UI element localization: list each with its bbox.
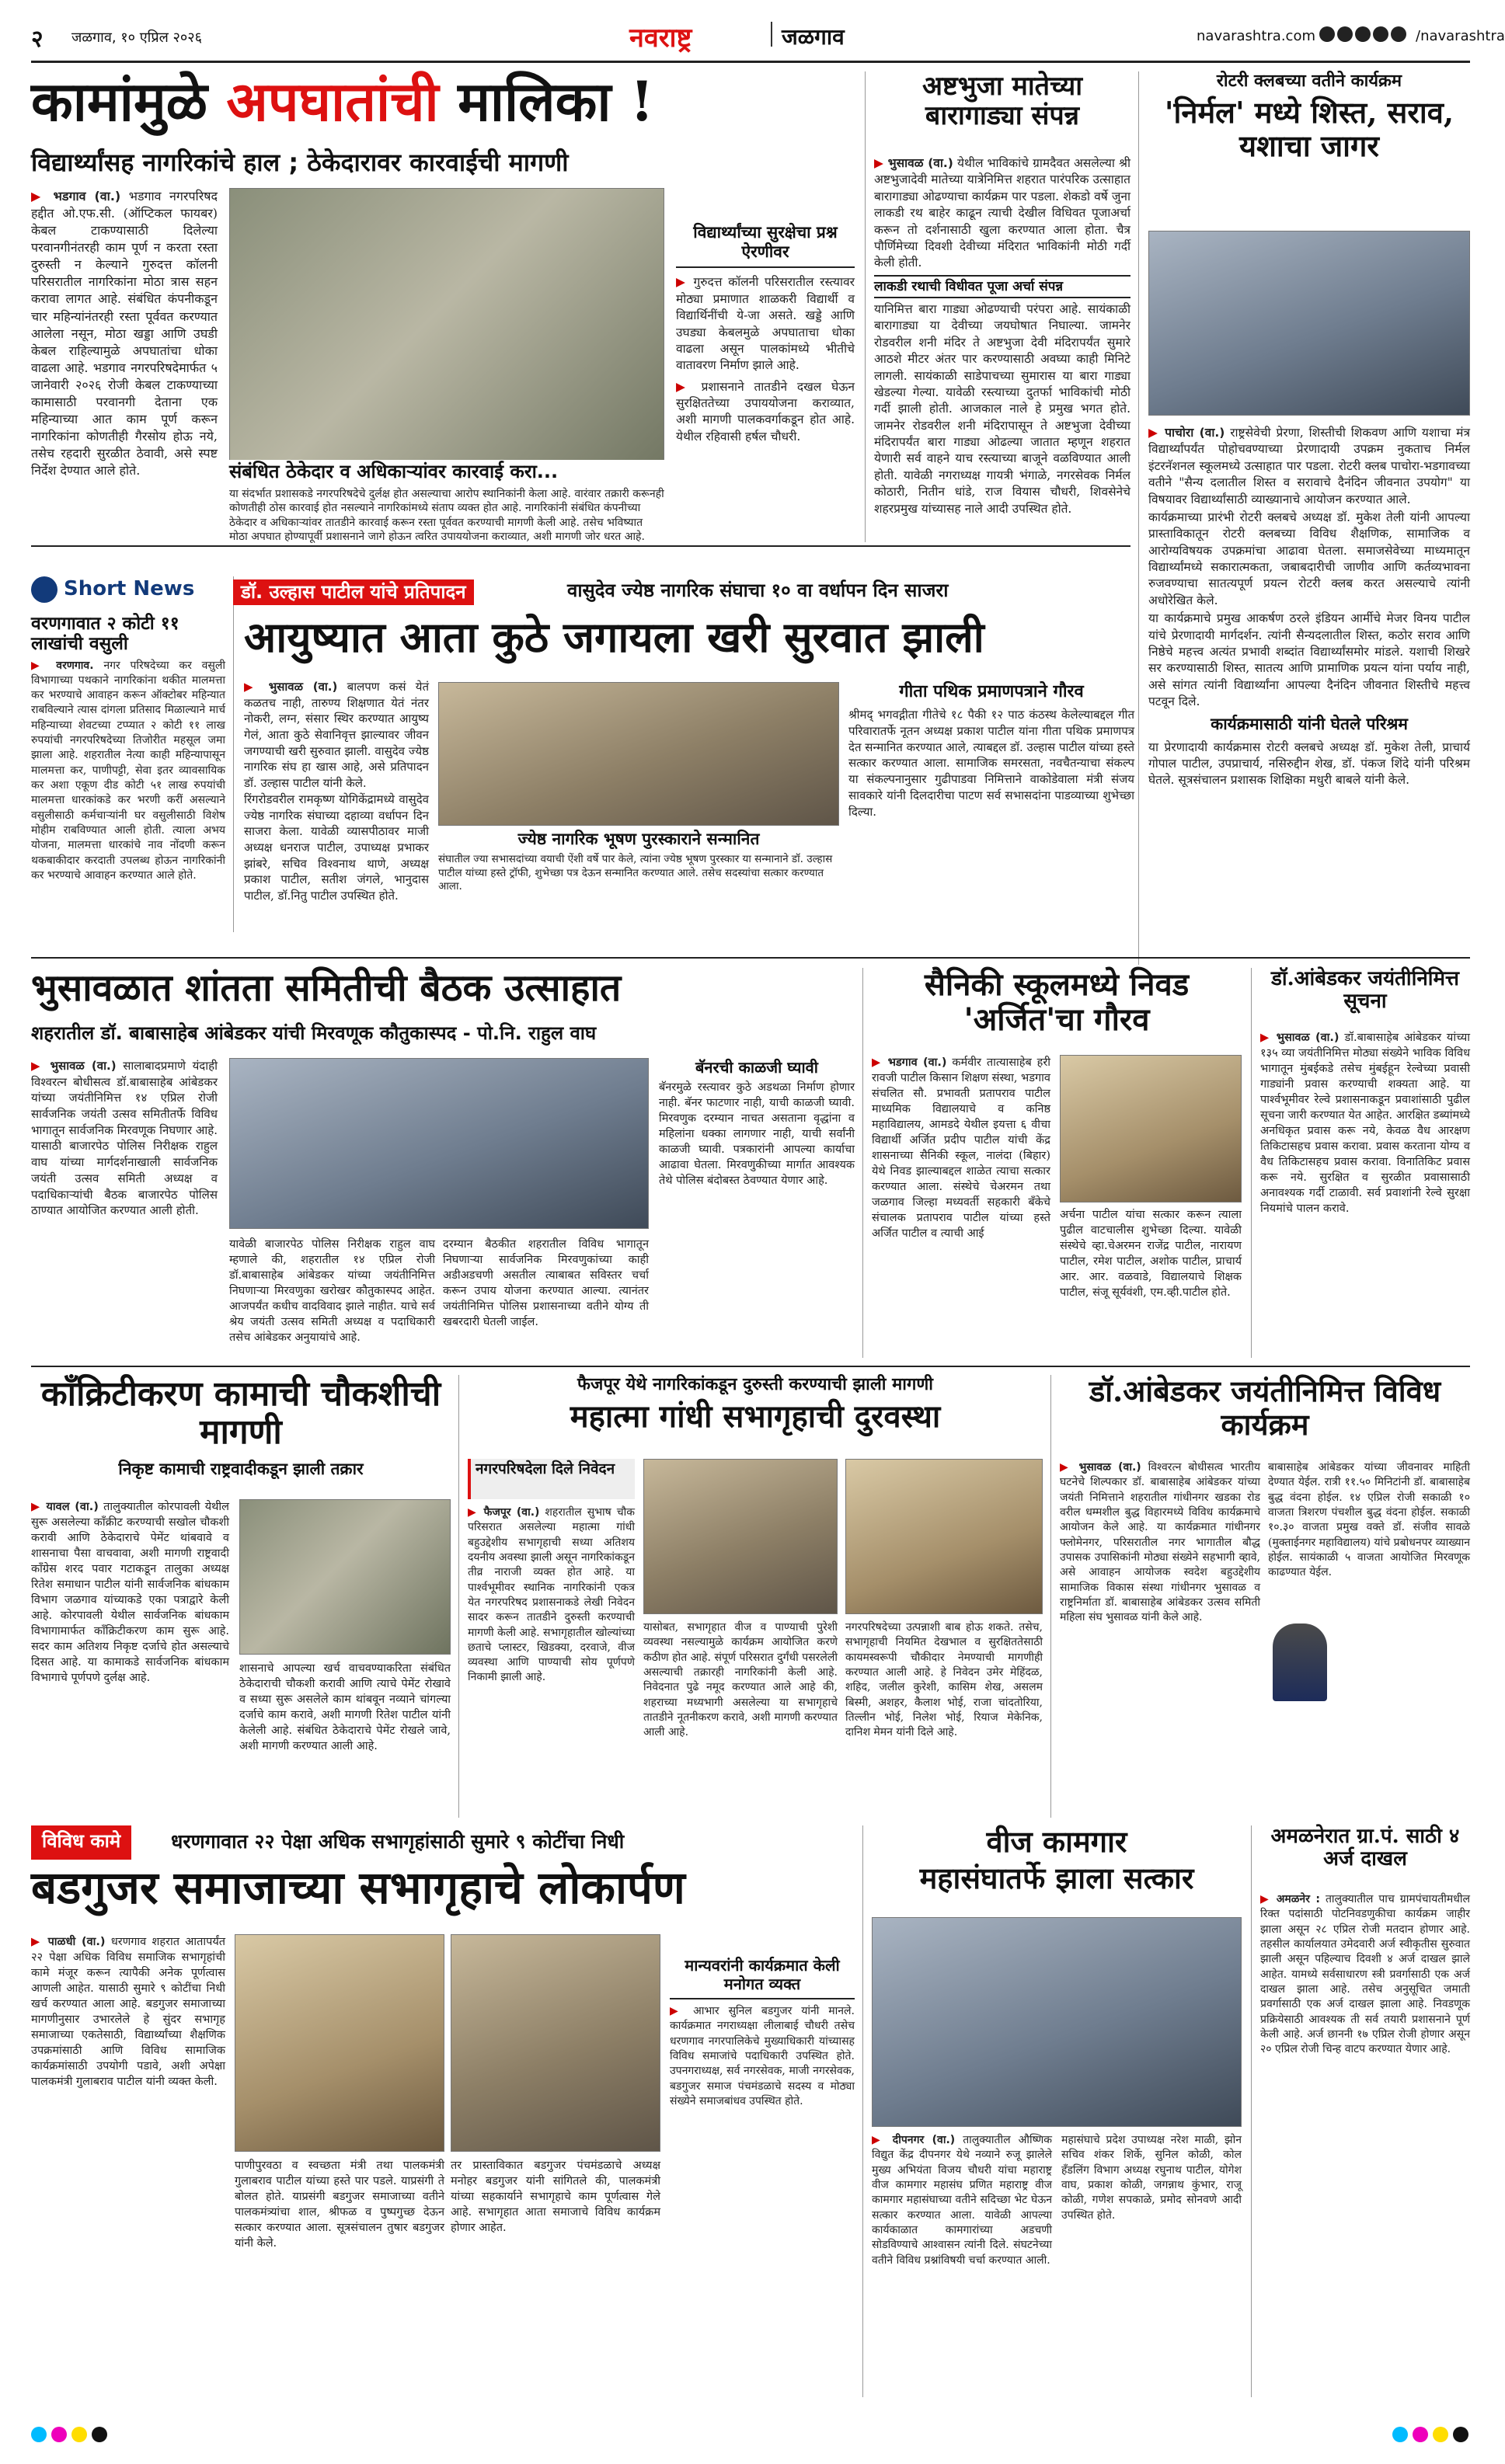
- banner-text: धरणगावात २२ पेक्षा अधिक सभागृहांसाठी सुमारे ९ कोटींचा निधी: [171, 1830, 625, 1853]
- article-body: ▶ दीपनगर (वा.) तालुक्यातील औष्णिक विद्युत केंद्र दीपनगर येथे नव्याने रुजू झालेले मुख्य अभियंता विजय चौधरी यांचा महाराष्ट्र वीज कामगार महासंघ प्रणित महाराष्ट्र वीज कामगार महासंघाच्या वतीने सदिच्छा भेट घेऊन सत्कार करण्यात आला. यावेळी आपल्या कार्यकाळात कामगारांच्या अडचणी सोडविण्याचे आश्वासन त्यांनी दिले. संघटनेच्या वतीने विविध प्रश्नांविषयी चर्चा करण्यात आली.: [872, 2134, 1052, 2267]
- article-ambedkar-notice: [1260, 968, 1470, 1358]
- masthead: [31, 17, 1505, 57]
- article-amalner-election: [1260, 1825, 1470, 2397]
- article-gandhi-hall: फैजपूर येथे नागरिकांकडून दुरुस्ती करण्याची झाली मागणी महात्मा गांधी सभागृहाची दुरवस्था नगरपरिषदेला दिले निवेदन ▶ फैजपूर (वा.) शहरातील सुभाष चौक परिसरात असलेल्या महात्मा गांधी बहुउद्देशीय सभागृहाची सध्या अतिशय दयनीय अवस्था झाली असून नागरिकांकडून तीव्र नाराजी व्यक्त होत आहे. या पार्श्वभूमीवर स्थानिक नागरिकांनी एकत्र येत नगरपरिषद प्रशासनाकडे लेखी निवेदन सादर करून तातडीने दुरुस्ती करण्याची मागणी केली आहे. सभागृहातील खोल्यांच्या छताचे प्लास्टर, खिडक्या, दरवाजे, वीज व्यवस्था आणि पाण्याची सोय पूर्णपणे निकामी झाली आहे. यासोबत, सभागृहात वीज व पाण्याची पुरेशी व्यवस्था नसल्यामुळे कार्यक्रम आयोजित करणे कठीण होत आहे. संपूर्ण परिसरात दुर्गंधी पसरलेली असल्याची तक्रारही नागरिकांनी केली आहे. निवेदनात पुढे नमूद करण्यात आले आहे की, शहराच्या मध्यभागी असलेल्या या सभागृहाचे तातडीने नूतनीकरण करावे, अशी मागणी करण्यात आली आहे. नगरपरिषदेच्या उत्पन्नाशी बाब होऊ शकते. तसेच, सभागृहाची नियमित देखभाल व सुरक्षिततेसाठी कायमस्वरूपी चौकीदार नेमण्याची मागणीही करण्यात आली आहे. हे निवेदन उमेर मेहिंदळ, शहिद, जलील कुरेशी, कासिम शेख, असलम बिस्मी, अशहर, कैलाश भोई, राजा चांदतोरिया, तिल्लीन भोई, निलेश भोई, रियाज मेकेनिक, दानिश मेमन यांनी दिले आहे.: [468, 1375, 1043, 1818]
- header-rule: [31, 61, 1470, 63]
- website-link[interactable]: navarashtra.com: [1197, 28, 1315, 44]
- headline: भुसावळात शांतता समितीची बैठक उत्साहात: [31, 966, 622, 1010]
- kicker: फैजपूर येथे नागरिकांकडून दुरुस्ती करण्याची झाली मागणी: [577, 1375, 933, 1394]
- article-body: ▶ अमळनेर : तालुक्यातील पाच ग्रामपंचायतीमधील रिक्त पदांसाठी पोटनिवडणुकीचा कार्यक्रम जाहीर झाला असून २८ एप्रिल रोजी मतदान होणार आहे. तहसील कार्यालयात उमेदवारी अर्ज स्वीकृतीस सुरुवात झाली असून पहिल्याच दिवशी ४ अर्ज दाखल झाले आहेत. यामध्ये सर्वसाधारण स्त्री प्रवर्गासाठी एक अर्ज दाखल झाला आहे. तसेच अनुसूचित जमाती प्रवर्गासाठी एक अर्ज दाखल झाला आहे. निवडणूक प्रक्रियेसाठी आवश्यक ती सर्व तयारी प्रशासनाने पूर्ण केली आहे. अर्ज छाननी १७ एप्रिल रोजी होणार असून २० एप्रिल रोजी चिन्ह वाटप करण्यात येणार आहे.: [1260, 1893, 1470, 2056]
- article-accidents: [31, 71, 855, 542]
- section-banner: [31, 1825, 925, 1860]
- school-photo: [1148, 231, 1470, 416]
- headline: कॉंक्रिटीकरण कामाची चौकशीची मागणी: [40, 1374, 441, 1453]
- article-body: ▶ पाळधी (वा.) धरणगाव शहरात आतापर्यंत २२ पेक्षा अधिक विविध समाजिक सभागृहांची कामे मंजूर करून त्यापैकी अनेक पूर्णत्वास आणली आहेत. यासाठी सुमारे ९ कोटींचा निधी खर्च करण्यात आला आहे. बडगुजर समाजाच्या मागणीनुसार उभारलेले हे सुंदर सभागृह समाजाच्या एकतेसाठी, विद्यार्थ्यांच्या शैक्षणिक उपक्रमांसाठी आणि विविध सामाजिक कार्यक्रमांसाठी उपयोगी पडावे, अशी अपेक्षा पालकमंत्री गुलाबराव पाटील यांनी व्यक्त केली.: [31, 1936, 226, 2088]
- article-body: ▶ भुसावळ (वा.) डॉ.बाबासाहेब आंबेडकर यांच्या १३५ व्या जयंतीनिमित्त मोठ्या संख्येने भाविक विविध भागातून मुंबईकडे तसेच मुंबईहून रेल्वेच्या प्रवासी गाड्यांनी प्रवास करण्याची शक्यता आहे. या पार्श्वभूमीवर रेल्वे प्रशासनाकडून प्रवाशांसाठी पुढील सूचना जारी करण्यात येत आहेत. आरक्षित डब्यांमध्ये अनधिकृत प्रवास करू नये, केवळ वैध आरक्षण तिकिटासहच प्रवास करावा. प्रवास करताना योग्य व वैध तिकिटासहच प्रवास करावा. विनातिकिट प्रवास करू नये. सुरक्षित व सुरळीत प्रवासासाठी अनावश्यक गर्दी टाळावी. सर्व प्रवाशांनी रेल्वे सुरक्षा नियमांचे पालन करावे.: [1260, 1032, 1470, 1215]
- headline: 'निर्मल' मध्ये शिस्त, सराव, यशाचा जागर: [1164, 95, 1454, 163]
- headline: कामांमुळे अपघातांची मालिका !: [31, 69, 654, 134]
- page-number: २: [31, 26, 44, 53]
- article-ambedkar-programs: डॉ.आंबेडकर जयंतीनिमित्त विविध कार्यक्रम ▶ भुसावळ (वा.) विश्वरत्न बोधीसत्व भारतीय घटनेचे शिल्पकार डॉ. बाबासाहेब आंबेडकर यांच्या जयंती निमित्ताने शहरातील गांधीनगर खडका रोड वरील धम्मशील बुद्ध विहारमध्ये विविध कार्यक्रमाचे आयोजन केले आहे. या कार्यक्रमात गांधीनगर फ्लोमेनगर, परिसरातील नगर भागातील बौद्ध उपासक उपासिकांनी मोठ्या संख्येने सहभागी व्हावे, असे आवाहन आयोजक स्वदेश बहुउद्देशीय सामाजिक विकास संस्था गांधीनगर भुसावळ व राष्ट्रनिर्माता डॉ. बाबासाहेब आंबेडकर उत्सव समिती महिला संघ भुसावळ यांनी केले आहे. बाबासाहेब आंबेडकर यांच्या जीवनावर माहिती देण्यात येईल. रात्री ११.५० मिनिटांनी डॉ. बाबासाहेब बुद्ध वंदना होईल. १४ एप्रिल रोजी सकाळी १० वाजता त्रिशरण पंचशील बुद्ध वंदना होईल. सकाळी १०.३० वाजता प्रमुख वक्ते डॉ. संजीव सावळे (मुक्ताईनगर महाविद्यालय) यांचे प्रबोधनपर व्याख्यान होईल. सायंकाळी ५ वाजता आयोजित मिरवणूक काढण्यात येईल.: [1060, 1375, 1470, 1818]
- social-icons[interactable]: [1319, 26, 1406, 45]
- edition-date: जळगाव, १० एप्रिल २०२६: [71, 30, 202, 46]
- headline: डॉ.आंबेडकर जयंतीनिमित्त सूचना: [1270, 967, 1460, 1014]
- headline: अष्टभुजा मातेच्या बारागाड्या संपन्न: [921, 71, 1083, 132]
- article-body: ▶ यावल (वा.) तालुक्यातील कोरपावली येथील सुरू असलेल्या कॉंक्रीट करण्याची सखोल चौकशी करावी आणि ठेकेदाराचे पेमेंट थांबवावे व शासनाचा पैसा वाचवावा, अशी मागणी राष्ट्रवादी काँग्रेस शरद पवार गटाकडून तालुका अध्यक्ष रितेश समाधान पाटील यांनी सार्वजनिक बांधकाम विभाग जळगाव यांच्याकडे एका पत्राद्वारे केली आहे. कोरपावली येथील सार्वजनिक बांधकाम विभागामार्फत कॉंक्रिटीकरण काम सुरू आहे. सदर काम अतिशय निकृष्ट दर्जाचे होत असल्याचे दिसत आहे. या कामाकडे सार्वजनिक बांधकाम विभागाचे पूर्णपणे दुर्लक्ष आहे.: [31, 1501, 229, 1684]
- article-concrete-inquiry: कॉंक्रिटीकरण कामाची चौकशीची मागणी निकृष्ट कामाची राष्ट्रवादीकडून झाली तक्रार ▶ यावल (वा.) तालुक्यातील कोरपावली येथील सुरू असलेल्या कॉंक्रीट करण्याची सखोल चौकशी करावी आणि ठेकेदाराचे पेमेंट थांबवावे व शासनाचा पैसा वाचवावा, अशी मागणी राष्ट्रवादी काँग्रेस शरद पवार गटाकडून तालुका अध्यक्ष रितेश समाधान पाटील यांनी सार्वजनिक बांधकाम विभाग जळगाव यांच्याकडे एका पत्राद्वारे केली आहे. कोरपावली येथील सार्वजनिक बांधकाम विभागामार्फत कॉंक्रिटीकरण काम सुरू आहे. सदर काम अतिशय निकृष्ट दर्जाचे होत असल्याचे दिसत आहे. या कामाकडे सार्वजनिक बांधकाम विभागाचे पूर्णपणे दुर्लक्ष आहे. शासनाचे आपल्या खर्च वाचवण्याकरिता संबंधित ठेकेदाराची चौकशी करावी आणि त्याचे पेमेंट रोखावे व सध्या सुरू असलेले काम थांबवून नव्याने चांगल्या दर्जाचे काम करावे, अशी मागणी रितेश पाटील यांनी केलेली आहे. संबंधित ठेकेदाराचे पेमेंट रोखले जावे, अशी मागणी करण्यात आली आहे.: [31, 1375, 451, 1818]
- article-ashtabhuja: [874, 71, 1130, 542]
- headline-top: वीज कामगार: [986, 1824, 1127, 1859]
- article-nirmal: [1148, 71, 1470, 965]
- headline: आयुष्यात आता कुठे जगायला खरी सुरवात झाली: [244, 612, 984, 662]
- article-power-workers: वीज कामगार महासंघातर्फे झाला सत्कार ▶ दीपनगर (वा.) तालुक्यातील औष्णिक विद्युत केंद्र दीपनगर येथे नव्याने रुजू झालेले मुख्य अभियंता विजय चौधरी यांचा महाराष्ट्र वीज कामगार महासंघ प्रणित महाराष्ट्र वीज कामगार महासंघाच्या वतीने सदिच्छा भेट घेऊन सत्कार करण्यात आला. यावेळी आपल्या कार्यकाळात कामगारांच्या अडचणी सोडविण्याचे आश्वासन त्यांनी दिले. संघटनेच्या वतीने विविध प्रश्नांविषयी चर्चा करण्यात आली. महासंघाचे प्रदेश उपाध्यक्ष नरेश माळी, झोन सचिव शंकर शिर्के, सुनिल कोळी, कोल हँडलिंग विभाग अध्यक्ष रघुनाथ पाटील, योगेश वाघ, प्रकाश कोळी, जगन्नाथ कुंभार, राजू कोळी, गणेश सपकाळे, प्रमोद सोनवणे आदी उपस्थित होते.: [872, 1825, 1242, 2397]
- paper-logo: नवराष्ट्र: [629, 23, 692, 54]
- article-body: ▶ भुसावळ (वा.) येथील भाविकांचे ग्रामदैवत असलेल्या श्री अष्टभुजादेवी मातेच्या यात्रेनिमित्त शहरात पारंपरिक उत्साहात बारागाड्या ओढण्याचा कार्यक्रम पार पडला. शेकडो वर्षे जुना लाकडी रथ बाहेर काढून त्याची देखील विधिवत पूजाअर्चा करून तो दर्शनासाठी खुला करण्यात आला होता. चैत्र पौर्णिमेच्या दिवशी देवीच्या मंदिरात भाविकांनी मोठी गर्दी केली होती. लाकडी रथाची विधीवत पूजा अर्चा संपन्न यानिमित्त बारा गाड्या ओढण्याची परंपरा आहे. सायंकाळी बारागाड्या या देवीच्या जयघोषात निघाल्या. जामनेर रोडवरील शनी मंदिर ते अष्टभुजा देवी मंदिरापर्यंत सुमारे आठशे मीटर अंतर पार करण्यासाठी अवघ्या काही मिनिटे लागली. सायंकाळी साडेपाचच्या सुमारास या बारा गाड्या खेडल्या गेल्या. यावेळी रस्त्याच्या दुतर्फा भाविकांची मोठी गर्दी झाली होती. आजकाल नाले हे प्रमुख भगत होते. जामनेर रोडवरील शनी मंदिरापासून ते अष्टभुजा देवीच्या मंदिरापर्यंत बारा गाड्या ओढल्या जातात म्हणून शहरात येणारी सर्व वाहने याच रस्त्याच्या बाजूने वळविण्यात आली होती. यावेळी नगराध्यक्ष गायत्री भंगाळे, नगरसेवक निर्मल कोठारी, नितीन धांडे, राज वियास चौधरी, शिवसेनेचे शहरप्रमुख यांच्यासह नाले आदी उपस्थित होते.: [874, 156, 1130, 516]
- kicker-row: डॉ. उल्हास पाटील यांचे प्रतिपादन वासुदेव ज्येष्ठ नागरिक संघाचा १० वा वर्धापन दिन साजरा: [233, 576, 1134, 607]
- meeting-photo: [229, 1058, 649, 1229]
- headline: अमळनेरात ग्रा.पं. साठी ४ अर्ज दाखल: [1270, 1825, 1460, 1871]
- inauguration-photo-2: [451, 1934, 660, 2152]
- megaphone-icon: [31, 576, 57, 603]
- headline: वरणगावात २ कोटी ११ लाखांची वसुली: [31, 613, 179, 654]
- inauguration-photo-1: [235, 1934, 444, 2152]
- edition-name: जळगाव: [782, 24, 845, 50]
- article-body: ▶ वरणगाव. नगर परिषदेच्या कर वसुली विभागाच्या पथकाने नागरिकांना थकीत मालमत्ता कर भरण्याचे आवाहन करून ऑक्टोबर महिन्यात राबविल्याने त्यास दांगला प्रतिसाद मिळाल्याने मार्च महिन्याच्या शेवटच्या टप्प्यात २ कोटी ११ लाख रुपयांची नगरपरिषदेच्या तिजोरीत महसूल जमा झाला आहे. शहरातील नेत्या काही महिन्यापासून मालमत्ता कर, पाणीपट्टी, सेवा इतर व्यावसायिक कर अशा एकूण दीड कोटी ५१ लाख रुपयांची मालमत्ता धारकांकडे कर भरणी करीं असल्याने वसुलीसाठी कर्मचाऱ्यांनी घर वसुलीसाठी विशेष मोहीम राबविण्यात आली होती. त्याला अभय योजना, मालमत्ता धारकांचे नाव नोंदणी करून थकबाकीदार करदाती उपलब्ध होऊन नागरिकांनी कर भरण्याचे आवाहन करण्यात आले होते.: [31, 659, 225, 882]
- headline: महासंघातर्फे झाला सत्कार: [919, 1860, 1194, 1895]
- banner-label: विविध कामे: [31, 1825, 131, 1860]
- social-handle[interactable]: /navarashtra: [1416, 28, 1505, 44]
- x-icon[interactable]: [1355, 26, 1371, 42]
- side-box: मान्यवरांनी कार्यक्रमात केली मनोगत व्यक्त ▶ आभार सुनिल बडगुजर यांनी मानले. कार्यक्रमात नगराध्यक्षा लीलाबाई चौधरी तसेच धरणगाव नगरपालिकेचे मुख्याधिकारी यांच्यासह विविध समाजांचे पदाधिकारी उपस्थित होते. उपनगराध्यक्ष, सर्व नगरसेवक, माजी नगरसेवक, बडगुजर समाज पंचमंडळाचे सदस्य व मोठ्या संख्येने समाजबांधव उपस्थित होते.: [670, 1956, 855, 2107]
- student-photo: [1060, 1055, 1242, 1202]
- article-body: ▶ फैजपूर (वा.) शहरातील सुभाष चौक परिसरात असलेल्या महात्मा गांधी बहुउद्देशीय सभागृहाची सध्या अतिशय दयनीय अवस्था झाली असून नागरिकांकडून तीव्र नाराजी व्यक्त होत आहे. या पार्श्वभूमीवर स्थानिक नागरिकांनी एकत्र येत नगरपरिषद प्रशासनाकडे लेखी निवेदन सादर करून तातडीने दुरुस्ती करण्याची मागणी केली आहे. सभागृहातील खोल्यांच्या छताचे प्लास्टर, खिडक्या, दरवाजे, वीज व्यवस्था आणि पाण्याची सोय पूर्णपणे निकामी झाली आहे.: [468, 1506, 635, 1684]
- photo-caption: ज्येष्ठ नागरिक भूषण पुरस्काराने सन्मानित संघातील ज्या सभासदांच्या वयाची ऐंशी वर्षे पार केले, त्यांना ज्येष्ठ भूषण पुरस्कार या सन्मानाने डॉ. उल्हास पाटील यांच्या हस्ते ट्रॉफी, शुभेच्छा पत्र देऊन सन्मानित करण्यात आले. तसेच सदस्यांचा सत्कार करण्यात आला.: [438, 829, 839, 949]
- article-body: ▶ भडगाव (वा.) कर्मवीर तात्यासाहेब हरी रावजी पाटील किसान शिक्षण संस्था, भडगाव संचलित सौ. प्रभावती प्रतापराव पाटील माध्यमिक विद्यालयाचे व कनिष्ठ महाविद्यालय, आमडदे येथील इयत्ता ६ वीचा विद्यार्थी अर्जित प्रदीप पाटील यांची केंद्र शासनाच्या सैनिकी स्कूल, नालंदा (बिहार) येथे निवड झाल्याबद्दल शाळेत त्याचा सत्कार करण्यात आला. संस्थेचे चेअरमन तथा जळगाव जिल्हा मध्यवर्ती सहकारी बँकेचे संचालक प्रतापराव पाटील यांच्या हस्ते अर्जित पाटील व त्याची आई: [872, 1056, 1051, 1240]
- subheadline: शहरातील डॉ. बाबासाहेब आंबेडकर यांची मिरवणूक कौतुकास्पद - पो.नि. राहुल वाघ: [31, 1022, 597, 1044]
- subheadline: विद्यार्थ्यांसह नागरिकांचे हाल ; ठेकेदारावर कारवाईची मागणी: [31, 148, 569, 177]
- article-badgujar-hall: बडगुजर समाजाच्या सभागृहाचे लोकार्पण ▶ पाळधी (वा.) धरणगाव शहरात आतापर्यंत २२ पेक्षा अधिक विविध समाजिक सभागृहांची कामे मंजूर करून त्यापैकी अनेक पूर्णत्वास आणली आहेत. यासाठी सुमारे ९ कोटींचा निधी खर्च करण्यात आला आहे. बडगुजर समाजाच्या मागणीनुसार उभारलेले हे सुंदर सभागृह समाजाच्या एकतेसाठी, विद्यार्थ्यांच्या शैक्षणिक उपक्रमांसाठी आणि विविध सामाजिक कार्यक्रमांसाठी उपयोगी पडावे, अशी अपेक्षा पालकमंत्री गुलाबराव पाटील यांनी व्यक्त केली. पाणीपुरवठा व स्वच्छता मंत्री तथा पालकमंत्री गुलाबराव पाटील यांच्या हस्ते पार पडले. याप्रसंगी ते बोलत होते. याप्रसंगी बडगुजर समाजाच्या वतीने पालकमंत्र्यांचा शाल, श्रीफळ व पुष्पगुच्छ देऊन सत्कार करण्यात आला. सूत्रसंचालन तुषार बडगुजर यांनी केले. तर प्रास्ताविकात बडगुजर पंचमंडळाचे अध्यक्ष मनोहर बडगुजर यांनी सांगितले की, पालकमंत्री यांच्या सहकार्याने सभागृहाचे काम पूर्णत्वास गेले आहे. सभागृहात आता समाजाचे विविध कार्यक्रम होणार आहेत. मान्यवरांनी कार्यक्रमात केली मनोगत व्यक्त ▶ आभार सुनिल बडगुजर यांनी मानले. कार्यक्रमात नगराध्यक्षा लीलाबाई चौधरी तसेच धरणगाव नगरपालिकेचे मुख्याधिकारी यांच्यासह विविध समाजांचे पदाधिकारी उपस्थित होते. उपनगराध्यक्ष, सर्व नगरसेवक, माजी नगरसेवक, बडगुजर समाज पंचमंडळाचे सदस्य व मोठ्या संख्येने समाजबांधव उपस्थित होते.: [31, 1863, 855, 2397]
- side-box: विद्यार्थ्यांच्या सुरक्षेचा प्रश्न ऐरणीवर ▶ गुरुदत्त कॉलनी परिसरातील रस्त्यावर मोठ्या प्रमाणात शाळकरी विद्यार्थी व विद्यार्थिनींची ये-जा असते. खड्डे आणि उघड्या केबलमुळे अपघाताचा धोका वाढला असून पालकांमध्ये भीतीचे वातावरण निर्माण झाले आहे. ▶ प्रशासनाने तातडीने दखल घेऊन सुरक्षिततेच्या उपाययोजना कराव्यात, अशी मागणी पालकवर्गाकडून होत आहे. येथील रहिवासी हर्षल चौधरी.: [676, 223, 855, 444]
- short-news: [31, 576, 225, 932]
- headline: डॉ.आंबेडकर जयंतीनिमित्त विविध कार्यक्रम: [1089, 1373, 1441, 1442]
- article-body: ▶ पाचोरा (वा.) राष्ट्रसेवेची प्रेरणा, शिस्तीची शिकवण आणि यशाचा मंत्र विद्यार्थ्यांपर्यंत पोहोचवण्याच्या प्रेरणादायी उपक्रम नुकताच निर्मल इंटरनॅशनल स्कूलमध्ये उत्साहात पार पडला. रोटरी क्लब पाचोरा-भडगावच्या वतीने "सैन्य दलातील शिस्त व सरावाचे दैनंदिन जीवनात उपयोग" या विषयावर विद्यार्थ्यांसाठी व्याख्यानाचे आयोजन करण्यात आले. कार्यक्रमाच्या प्रारंभी रोटरी क्लबचे अध्यक्ष डॉ. मुकेश तेली यांनी आपल्या प्रास्ताविकातून रोटरी क्लबच्या विविध शैक्षणिक, सामाजिक व आरोग्यविषयक उपक्रमांचा आढावा घेतला. समाजसेवेच्या माध्यमातून विद्यार्थ्यांमध्ये सकारात्मकता, जबाबदारीची जाणीव आणि कर्तव्यभावना रुजवण्याचा सातत्यपूर्ण प्रयत्न रोटरी क्लब करत असल्याचे त्यांनी अधोरेखित केले. या कार्यक्रमाचे प्रमुख आकर्षण ठरले इंडियन आर्मीचे मेजर विनय पाटील यांचे प्रेरणादायी मार्गदर्शन. त्यांनी सैन्यदलातील शिस्त, कठोर सराव आणि निष्ठेचे महत्त्व अत्यंत प्रभावी शब्दांत विद्यार्थ्यांसमोर मांडले. यशाची शिखरे सर करण्यासाठी शिस्त, सातत्य आणि प्रामाणिक प्रयत्न यांना पर्याय नाही, असे सांगत त्यांनी विद्यार्थ्यांना आपल्या दैनंदिन जीवनात शिस्तीचे महत्त्व पटवून दिले. कार्यक्रमासाठी यांनी घेतले परिश्रम या प्रेरणादायी कार्यक्रमास रोटरी क्लबचे अध्यक्ष डॉ. मुकेश तेली, प्राचार्य गोपाल पाटील, उपप्राचार्य, नसिरुद्दीन शेख, डॉ. पंकज शिंदे यांनी परिश्रम घेतले. सूत्रसंचालन प्रशासक शिक्षिका मधुरी बाबले यांनी केले.: [1148, 426, 1471, 788]
- headline: सैनिकी स्कूलमध्ये निवड 'अर्जित'चा गौरव: [924, 966, 1190, 1038]
- article-body: ▶ भुसावळ (वा.) विश्वरत्न बोधीसत्व भारतीय घटनेचे शिल्पकार डॉ. बाबासाहेब आंबेडकर यांच्या जयंती निमित्ताने शहरातील गांधीनगर खडका रोड वरील धम्मशील बुद्ध विहारमध्ये विविध कार्यक्रमाचे आयोजन केले आहे. या कार्यक्रमात गांधीनगर फ्लोमेनगर, परिसरातील नगर भागातील बौद्ध उपासक उपासिकांनी मोठ्या संख्येने सहभागी व्हावे, असे आवाहन आयोजक स्वदेश बहुउद्देशीय सामाजिक विकास संस्था गांधीनगर भुसावळ व राष्ट्रनिर्माता डॉ. बाबासाहेब आंबेडकर उत्सव समिती महिला संघ भुसावळ यांनी केले आहे.: [1060, 1461, 1261, 1624]
- headline: महात्मा गांधी सभागृहाची दुरवस्था: [570, 1398, 941, 1436]
- felicitation-photo: [872, 1917, 1242, 2127]
- article-peace-committee: भुसावळात शांतता समितीची बैठक उत्साहात शहरातील डॉ. बाबासाहेब आंबेडकर यांची मिरवणूक कौतुकास्पद - पो.नि. राहुल वाघ ▶ भुसावळ (वा.) सालाबादप्रमाणे यंदाही विश्वरत्न बोधीसत्व डॉ.बाबासाहेब आंबेडकर यांच्या जयंतीनिमित्त १४ एप्रिल रोजी सार्वजनिक जयंती उत्सव समितीतर्फे विविध भागातून सार्वजनिक मिरवणूक निघणार आहे. यासाठी बाजारपेठ पोलिस निरीक्षक राहुल वाघ यांच्या मार्गदर्शनाखाली सार्वजनिक जयंती उत्सव समिती अध्यक्ष व पदाधिकाऱ्यांची बैठक बाजारपेठ पोलिस ठाण्यात आयोजित करण्यात आली होती. यावेळी बाजारपेठ पोलिस निरीक्षक राहुल वाघ म्हणाले की, शहरातील १४ एप्रिल रोजी डॉ.बाबासाहेब आंबेडकर यांच्या जयंतीनिमित्त निघणाऱ्या मिरवणुका खरोखर कौतुकास्पद आहेत. आजपर्यंत कधीच वादविवाद झाले नाहीत. याचे सर्व श्रेय जयंती उत्सव समिती अध्यक्ष व पदाधिकारी तसेच आंबेडकर अनुयायांचे आहे. दरम्यान बैठकीत शहरातील विविध भागातून निघणाऱ्या सार्वजनिक मिरवणुकांच्या काही अडीअडचणी असतील त्याबाबत सविस्तर चर्चा करून उपाय योजना करण्यात आल्या. त्यानंतर जयंतीनिमित्त पोलिस प्रशासनाच्या वतीने योग्य ती खबरदारी घेतली जाईल. बॅनरची काळजी घ्यावी बॅनरमुळे रस्त्यावर कुठे अडथळा निर्माण होणार नाही. बॅनर फाटणार नाही, याची काळजी घ्यावी. मिरवणुक दरम्यान नाचत असताना वृद्धांना व महिलांना धक्का लागणार नाही, याची सर्वांनी काळजी घ्यावी. पत्रकारांनी आपल्या कार्याचा आढावा घेतला. मिरवणुकीच्या मार्गात आवश्यक तेथे पोलिस बंदोबस्त ठेवण्यात येणार आहे.: [31, 968, 855, 1358]
- youtube-icon[interactable]: [1373, 26, 1388, 42]
- article-vasudev: डॉ. उल्हास पाटील यांचे प्रतिपादन वासुदेव ज्येष्ठ नागरिक संघाचा १० वा वर्धापन दिन साजरा आयुष्यात आता कुठे जगायला खरी सुरवात झाली ▶ भुसावळ (वा.) बालपण कसं येतं कळतच नाही, तारुण्य शिक्षणात येतं नंतर नोकरी, लग्न, संसार स्थिर करण्यात आयुष्य गेलं, आता कुठे सेवानिवृत्त झाल्यावर जीवन जगण्याची खरी सुरुवात झाली. वासुदेव ज्येष्ठ नागरिक संघ हा खास आहे, असे प्रतिपादन डॉ. उल्हास पाटील यांनी केले. रिंगरोडवरील रामकृष्ण योगिकेंद्रामध्ये वासुदेव ज्येष्ठ नागरिक संघाच्या दहाव्या वर्धापन दिन साजरा केला. यावेळी व्यासपीठावर माजी अध्यक्ष धनराज पाटील, उपाध्यक्ष प्रभाकर झांबरे, सचिव विश्वनाथ थाणे, अध्यक्ष प्रकाश पाटील, सतीश जंगले, भानुदास पाटील, डॉ.नितु पाटील उपस्थित होते. ज्येष्ठ नागरिक भूषण पुरस्काराने सन्मानित संघातील ज्या सभासदांच्या वयाची ऐंशी वर्षे पार केले, त्यांना ज्येष्ठ भूषण पुरस्कार या सन्मानाने डॉ. उल्हास पाटील यांच्या हस्ते ट्रॉफी, शुभेच्छा पत्र देऊन सन्मानित करण्यात आले. तसेच सदस्यांचा सत्कार करण्यात आला. गीता पथिक प्रमाणपत्राने गौरव श्रीमद् भगवद्गीता गीतेचे १८ पैकी १२ पाठ कंठस्थ केलेल्याबद्दल गीत परिवारातर्फे नूतन अध्यक्ष प्रकाश पाटील यांना गीता पथिक प्रमाणपत्र देत सन्मानित करण्यात आले, त्याबद्दल डॉ. उल्हास पाटील यांच्या हस्ते सत्कार करण्यात आला. सामाजिक समरसता, नवचैतन्याचा संकल्प या संकल्पनानुसार गुढीपाडवा निमित्ताने वाकोडेवाला मंत्री संजय सावकारे यांनी दिलदारीचा पाटण सर्व सभासदांना पाडव्याच्या शुभेच्छा दिल्या.: [233, 576, 1134, 949]
- article-sainik-school: सैनिकी स्कूलमध्ये निवड 'अर्जित'चा गौरव ▶ भडगाव (वा.) कर्मवीर तात्यासाहेब हरी रावजी पाटील किसान शिक्षण संस्था, भडगाव संचलित सौ. प्रभावती प्रतापराव पाटील माध्यमिक विद्यालयाचे व कनिष्ठ महाविद्यालय, आमडदे येथील इयत्ता ६ वीचा विद्यार्थी अर्जित प्रदीप पाटील यांची केंद्र शासनाच्या सैनिकी स्कूल, नालंदा (बिहार) येथे निवड झाल्याबद्दल शाळेत त्याचा सत्कार करण्यात आला. संस्थेचे चेअरमन तथा जळगाव जिल्हा मध्यवर्ती सहकारी बँकेचे संचालक प्रतापराव पाटील यांच्या हस्ते अर्जित पाटील व त्याची आई अर्चना पाटील यांचा सत्कार करून त्याला पुढील वाटचालीस शुभेच्छा दिल्या. यावेळी संस्थेचे व्हा.चेअरमन राजेंद्र पाटील, नारायण पाटील, रमेश पाटील, अशोक पाटील, प्राचार्य आर. आर. वळवाडे, विद्यालयाचे शिक्षक पाटील, संजू सूर्यवंशी, एम.व्ही.पाटील होते.: [872, 968, 1242, 1358]
- felicitation-photo: [438, 682, 839, 826]
- hall-photo-2: [845, 1459, 1043, 1614]
- short-news-logo: Short News: [31, 576, 225, 603]
- color-registration-marks: [31, 2424, 1470, 2447]
- headline: बडगुजर समाजाच्या सभागृहाचे लोकार्पण: [31, 1861, 685, 1914]
- article-body: ▶ भुसावळ (वा.) सालाबादप्रमाणे यंदाही विश्वरत्न बोधीसत्व डॉ.बाबासाहेब आंबेडकर यांच्या जयंतीनिमित्त १४ एप्रिल रोजी सार्वजनिक जयंती उत्सव समितीतर्फे विविध भागातून सार्वजनिक मिरवणूक निघणार आहे. यासाठी बाजारपेठ पोलिस निरीक्षक राहुल वाघ यांच्या मार्गदर्शनाखाली सार्वजनिक जयंती उत्सव समिती अध्यक्ष व पदाधिकाऱ्यांची बैठक बाजारपेठ पोलिस ठाण्यात आयोजित करण्यात आली होती.: [31, 1059, 218, 1218]
- subheadline: निकृष्ट कामाची राष्ट्रवादीकडून झाली तक्रार: [118, 1459, 364, 1478]
- article-body: ▶ भडगाव (वा.) भडगाव नगरपरिषद हद्दीत ओ.एफ.सी. (ऑप्टिकल फायबर) केबल टाकण्यासाठी दिलेल्या परवानगीनंतरही काम पूर्ण न करता रस्ता दुरुस्ती न केल्याने गुरुदत्त कॉलनी परिसरातील नागरिकांना मोठा त्रास सहन करावा लागत आहे. संबंधित कंपनीकडून चार महिन्यांनंतरही रस्ता पूर्ववत करण्यात आलेला नसून, मोठा खड्डा आणि उघडी केबल राहिल्यामुळे अपघातांचा धोका वाढला आहे. भडगाव नगरपरिषदेमार्फत ५ जानेवारी २०२६ रोजी केबल टाकण्याच्या कामासाठी परवानगी देताना एक महिन्याच्या आत काम पूर्ण करून नागरिकांना कोणतीही गैरसोय होऊ नये, तसेच रहदारी सुरळीत ठेवावी, असे स्पष्ट निर्देश देण्यात आले होते.: [31, 189, 218, 479]
- kicker: रोटरी क्लबच्या वतीने कार्यक्रम: [1216, 71, 1402, 91]
- article-body: ▶ भुसावळ (वा.) बालपण कसं येतं कळतच नाही, तारुण्य शिक्षणात येतं नंतर नोकरी, लग्न, संसार स्थिर करण्यात आयुष्य गेलं, आता कुठे सेवानिवृत्त झाल्यावर जीवन जगण्याची खरी सुरुवात झाली. वासुदेव ज्येष्ठ नागरिक संघ हा खास आहे, असे प्रतिपादन डॉ. उल्हास पाटील यांनी केले. रिंगरोडवरील रामकृष्ण योगिकेंद्रामध्ये वासुदेव ज्येष्ठ नागरिक संघाच्या दहाव्या वर्धापन दिन साजरा केला. यावेळी व्यासपीठावर माजी अध्यक्ष धनराज पाटील, उपाध्यक्ष प्रभाकर झांबरे, सचिव विश्वनाथ थाणे, अध्यक्ष प्रकाश पाटील, सतीश जंगले, भानुदास पाटील, डॉ.नितु पाटील उपस्थित होते.: [244, 680, 430, 903]
- linkedin-icon[interactable]: [1391, 26, 1406, 42]
- inline-box: लाकडी रथाची विधीवत पूजा अर्चा संपन्न: [874, 275, 1130, 298]
- road-photo: [229, 188, 664, 491]
- hall-photo-1: [643, 1459, 838, 1614]
- ambedkar-portrait: [1273, 1624, 1327, 1701]
- facebook-icon[interactable]: [1319, 26, 1335, 42]
- instagram-icon[interactable]: [1337, 26, 1353, 42]
- concrete-photo: [239, 1499, 451, 1655]
- photo-caption: संबंधित ठेकेदार व अधिकाऱ्यांवर कारवाई करा... या संदर्भात प्रशासकडे नगरपरिषदेचे दुर्लक्ष होत असल्याचा आरोप स्थानिकांनी केला आहे. वारंवार तक्रारी करूनही कोणतीही ठोस कारवाई होत नसल्याने नागरिकांमध्ये संताप व्यक्त होत आहे. नागरिकांनी संबंधित कंपनीच्या ठेकेदार व अधिकाऱ्यांवर तातडीने कारवाई करून रस्ता पूर्ववत करण्याची मागणी केली आहे. तसेच भविष्यात मोठा अपघात होण्यापूर्वी प्रशासनाने जागे होऊन त्वरित उपाययोजना कराव्यात, अशी मागणी जोर धरत आहे.: [229, 461, 664, 543]
- inline-box: नगरपरिषदेला दिले निवेदन: [468, 1459, 635, 1499]
